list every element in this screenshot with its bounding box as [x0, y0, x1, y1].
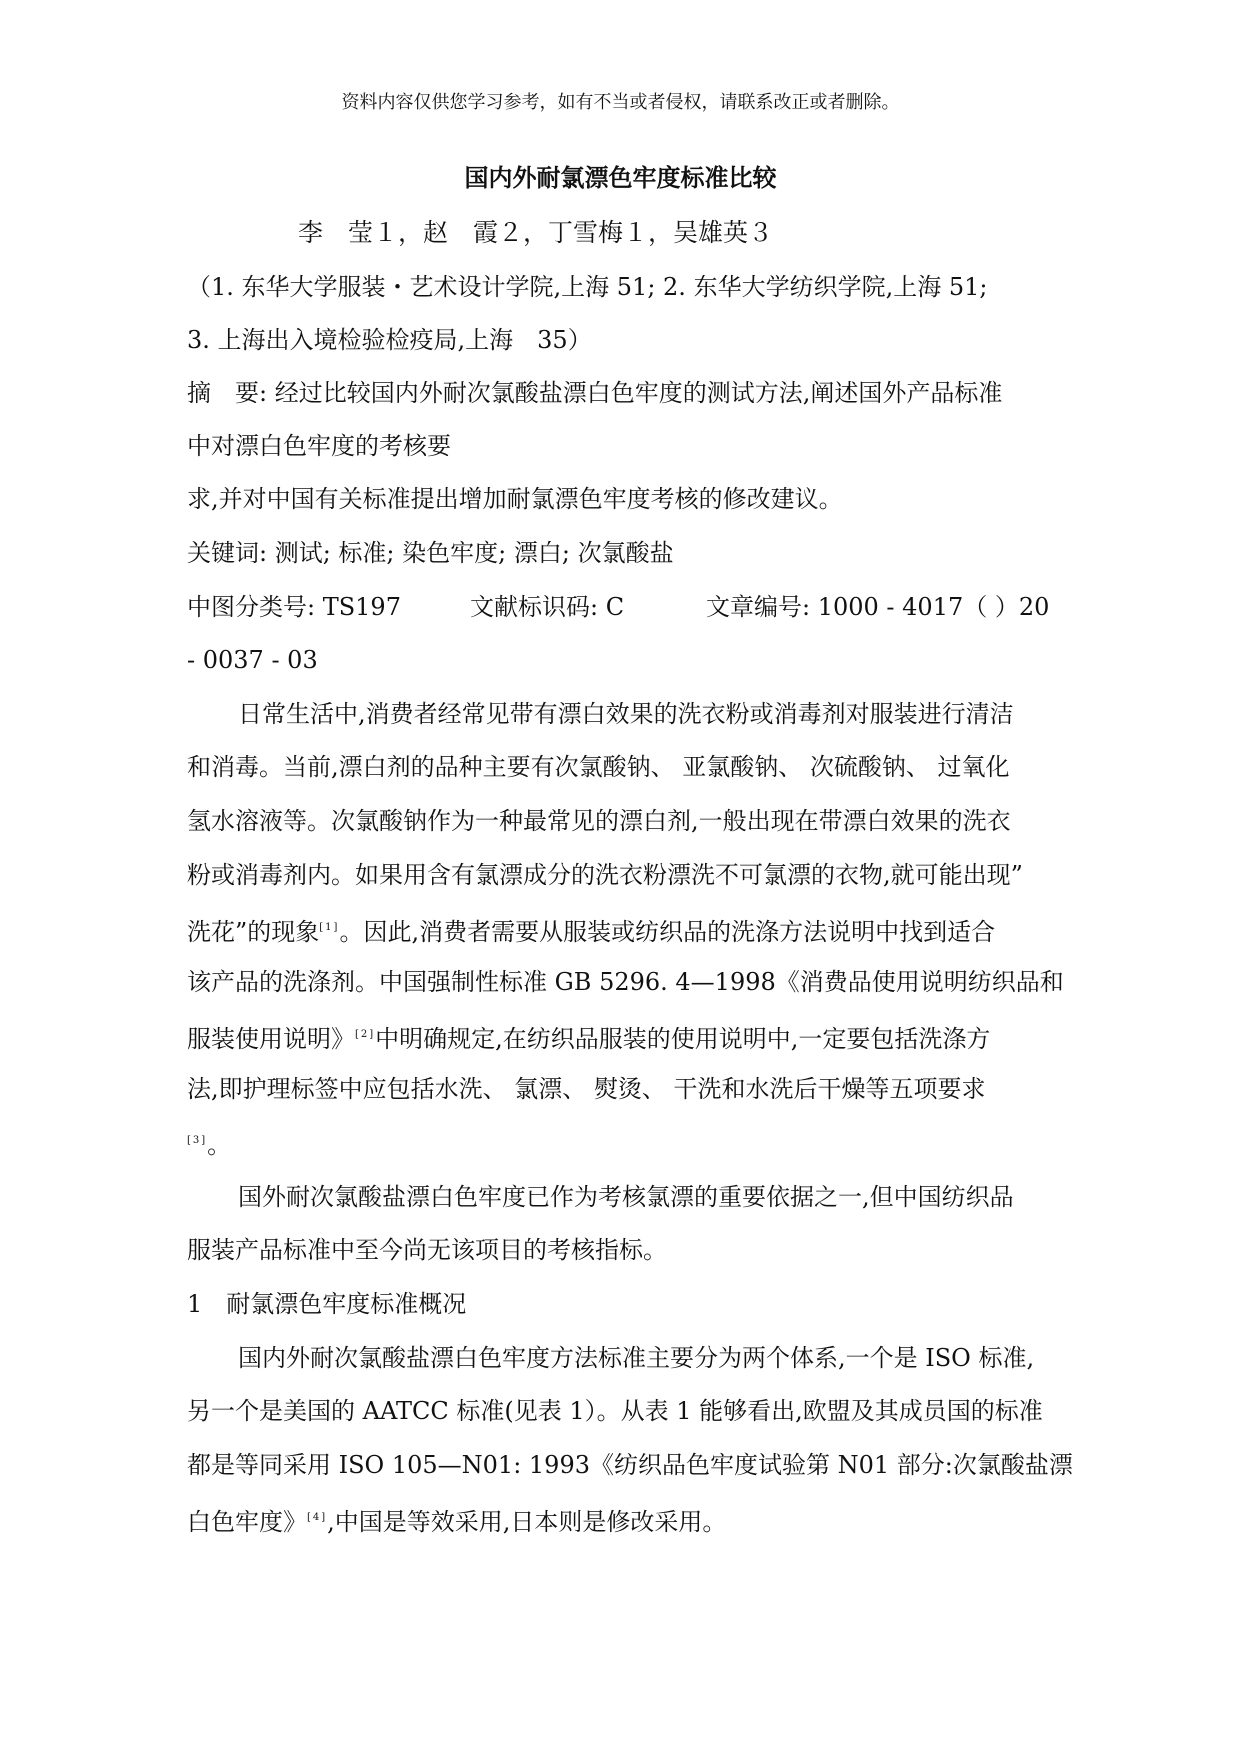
clc-number: 中图分类号: TS197: [187, 593, 401, 621]
body-line: 法,即护理标签中应包括水洗、 氯漂、 熨烫、 干洗和水洗后干燥等五项要求: [187, 1075, 986, 1103]
affiliation-line: （1. 东华大学服装・艺术设计学院,上海 51; 2. 东华大学纺织学院,上海 51;: [187, 273, 988, 301]
document-code: 文献标识码: C: [470, 593, 625, 621]
affiliation-line: 3. 上海出入境检验检疫局,上海 35）: [187, 326, 592, 354]
body-line: [187, 913, 995, 947]
body-text: 。: [207, 1131, 232, 1159]
watermark-notice: 资料内容仅供您学习参考，如有不当或者侵权，请联系改正或者删除。: [341, 92, 900, 113]
body-line: [187, 1126, 231, 1160]
body-line: 服装产品标准中至今尚无该项目的考核指标。: [187, 1236, 667, 1264]
body-line: 日常生活中,消费者经常见带有漂白效果的洗衣粉或消毒剂对服装进行清洁: [238, 700, 1014, 728]
abstract-line: 中对漂白色牢度的考核要: [187, 432, 451, 460]
reference-marker: [1]: [319, 922, 340, 933]
article-number: 文章编号: 1000 - 4017（ ）20: [706, 593, 1050, 621]
body-line: 国外耐次氯酸盐漂白色牢度已作为考核氯漂的重要依据之一,但中国纺织品: [238, 1183, 1014, 1211]
body-text: 中明确规定,在纺织品服装的使用说明中,一定要包括洗涤方: [375, 1025, 991, 1053]
author-list: 李 莹１，赵 霞２，丁雪梅１，吴雄英３: [298, 218, 774, 247]
section-heading: 1 耐氯漂色牢度标准概况: [187, 1290, 467, 1318]
abstract-line: 摘 要: 经过比较国内外耐次氯酸盐漂白色牢度的测试方法,阐述国外产品标准: [187, 379, 1003, 407]
body-line: [187, 1503, 726, 1537]
body-text: ,中国是等效采用,日本则是修改采用。: [327, 1508, 727, 1536]
abstract-line: 求,并对中国有关标准提出增加耐氯漂色牢度考核的修改建议。: [187, 485, 843, 513]
article-number-continued: - 0037 - 03: [187, 646, 318, 674]
body-text: 。因此,消费者需要从服装或纺织品的洗涤方法说明中找到适合: [339, 918, 996, 946]
body-text: 白色牢度》: [187, 1508, 307, 1536]
reference-marker: [3]: [187, 1135, 208, 1146]
document-title: 国内外耐氯漂色牢度标准比较: [464, 164, 777, 192]
body-line: 该产品的洗涤剂。中国强制性标准 GB 5296. 4—1998《消费品使用说明纺织品和: [187, 968, 1064, 996]
body-line: 粉或消毒剂内。如果用含有氯漂成分的洗衣粉漂洗不可氯漂的衣物,就可能出现”: [187, 861, 1023, 889]
body-line: 都是等同采用 ISO 105—N01: 1993《纺织品色牢度试验第 N01 部分:次氯酸盐漂: [187, 1451, 1073, 1479]
body-line: 另一个是美国的 AATCC 标准(见表 1）。从表 1 能够看出,欧盟及其成员国的标准: [187, 1397, 1043, 1425]
body-line: [187, 1020, 990, 1054]
keywords: 关键词: 测试; 标准; 染色牢度; 漂白; 次氯酸盐: [187, 539, 674, 567]
body-line: 国内外耐次氯酸盐漂白色牢度方法标准主要分为两个体系,一个是 ISO 标准,: [238, 1344, 1035, 1372]
body-text: 洗花”的现象: [187, 918, 320, 946]
body-text: 服装使用说明》: [187, 1025, 355, 1053]
reference-marker: [2]: [355, 1029, 376, 1040]
body-line: 氢水溶液等。次氯酸钠作为一种最常见的漂白剂,一般出现在带漂白效果的洗衣: [187, 807, 1011, 835]
body-line: 和消毒。当前,漂白剂的品种主要有次氯酸钠、 亚氯酸钠、 次硫酸钠、 过氧化: [187, 753, 1010, 781]
reference-marker: [4]: [307, 1512, 328, 1523]
